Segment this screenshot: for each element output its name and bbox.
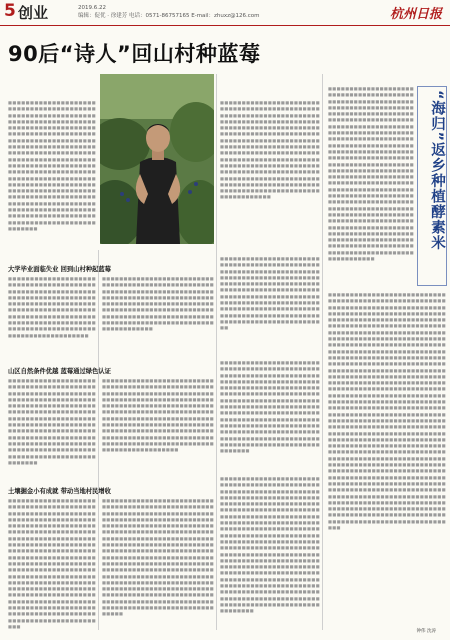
column-rule — [322, 74, 323, 630]
header-meta — [78, 4, 259, 20]
section1-column-c: ■■■■■■■■■■■■■■■■■■■■■■■■■■■■■■■■■■■■■■■■■■■■■■■■■■■■■■■■■■■■■■■■■■■■■■■■■■■■■■■■■■■■■■■■■■■■■■■■■■■■■■■■■■■■■■■■■■■■■■■■■■■■■■■■■■■■■■■■■■■■■■■■■■■■■■■■■■■■■■■■■■■■■■■■■■■■■■■■■■■■■■■■■■■■■■■■■■■■■■■■■■■■■■■■■■■■■■■■■■■■■■■■■■■■■■■■■■■■■■■■■■■■■■■■■■■■■■■ — [220, 256, 320, 331]
article-byline: 钟伟 沈涛 — [416, 629, 436, 634]
section2-column-b: ■■■■■■■■■■■■■■■■■■■■■■■■■■■■■■■■■■■■■■■■■■■■■■■■■■■■■■■■■■■■■■■■■■■■■■■■■■■■■■■■■■■■■■■■■■■■■■■■■■■■■■■■■■■■■■■■■■■■■■■■■■■■■■■■■■■■■■■■■■■■■■■■■■■■■■■■■■■■■■■■■■■■■■■■■■■■■■■■■■■■■■■■■■■■■■■■■■■■■■■■■■■■■■■■■■■■■■■■■■■■■■■■■■■■■■■■■■■■■■■■■■■■■■■■■■■■■■■■■■■■■■■■■■■■■■■■■■■■■■■■■■■■■■■■■■■■■■■■■■■■■■■■ — [102, 378, 214, 453]
section3-column-b: ■■■■■■■■■■■■■■■■■■■■■■■■■■■■■■■■■■■■■■■■■■■■■■■■■■■■■■■■■■■■■■■■■■■■■■■■■■■■■■■■■■■■■■■■■■■■■■■■■■■■■■■■■■■■■■■■■■■■■■■■■■■■■■■■■■■■■■■■■■■■■■■■■■■■■■■■■■■■■■■■■■■■■■■■■■■■■■■■■■■■■■■■■■■■■■■■■■■■■■■■■■■■■■■■■■■■■■■■■■■■■■■■■■■■■■■■■■■■■■■■■■■■■■■■■■■■■■■■■■■■■■■■■■■■■■■■■■■■■■■■■■■■■■■■■■■■■■■■■■■■■■■■■■■■■■■■■■■■■■■■■■■■■■■■■■■■■■■■■■■■■■■■■■■■■■■■■■■■■■■■■■■■■■■■■■■■■■■■■■■■■■■■■■■■■■■■■■■■■■■■■■■■■■■■■■■■■■■■■■■■■■■■■■■■■■■■■■■■■■■■■■■■■■■■■■■■■■■■■■■■■■■■■■■■■■■■■ — [102, 498, 214, 617]
sidebar-column-lower: ■■■■■■■■■■■■■■■■■■■■■■■■■■■■■■■■■■■■■■■■■■■■■■■■■■■■■■■■■■■■■■■■■■■■■■■■■■■■■■■■■■■■■■■■■■■■■■■■■■■■■■■■■■■■■■■■■■■■■■■■■■■■■■■■■■■■■■■■■■■■■■■■■■■■■■■■■■■■■■■■■■■■■■■■■■■■■■■■■■■■■■■■■■■■■■■■■■■■■■■■■■■■■■■■■■■■■■■■■■■■■■■■■■■■■■■■■■■■■■■■■■■■■■■■■■■■■■■■■■■■■■■■■■■■■■■■■■■■■■■■■■■■■■■■■■■■■■■■■■■■■■■■■■■■■■■■■■■■■■■■■■■■■■■■■■■■■■■■■■■■■■■■■■■■■■■■■■■■■■■■■■■■■■■■■■■■■■■■■■■■■■■■■■■■■■■■■■■■■■■■■■■■■■■■■■■■■■■■■■■■■■■■■■■■■■■■■■■■■■■■■■■■■■■■■■■■■■■■■■■■■■■■■■■■■■■■■■■■■■■■■■■■■■■■■■■■■■■■■■■■■■■■■■■■■■■■■■■■■■■■■■■■■■■■■■■■■■■■■■■■■■■■■■■■■■■■■■■■■■■■■■■■■■■■■■■■■■■■■■■■■■■■■■■■■■■■■■■■■■■■■■■■■■■■■■■■■■■■■■■■■■■■■■■■■■■■■■■■■■■■■■■■■■■■■■■■■■■■■■■■■■■■■■■■■■■■■■■■■■■■■■■■■■■■■■■■■■■■■■■■■■■■■■■■■■■■■■■■■■■■■■■■■■■■■■■■■■■■■■■■■■■■■■■■■■■■■■■■■■■■■■■■■■■■■■■■■■■■■■■■■■■■■■■■■■■■■■■■■■■■■■■■■■■■■■■■■■■■■■■■■■■■■■■■■■■■■■■■■■■■■■■■■■■■■■■■■■■■■■■■■■■■■■■■■■■■■■■■■■■■■■■■■■■■■■■■■■■■■■■■■■■■■■■■■■■■■■■■■■■■■■■■■■■■■■■■■■■■■■■■■■■■■■■■■■■■■■■■■■■■■■■■■■■■■■■■■■■■■■■■■■■■■■■■■■■■■■■■■■■■■■ — [328, 292, 446, 530]
subhead-3: 土壤掘金小有成就 带动当地村民增收 — [8, 488, 111, 495]
page-header — [0, 0, 450, 26]
section3-column-c: ■■■■■■■■■■■■■■■■■■■■■■■■■■■■■■■■■■■■■■■■■■■■■■■■■■■■■■■■■■■■■■■■■■■■■■■■■■■■■■■■■■■■■■■■■■■■■■■■■■■■■■■■■■■■■■■■■■■■■■■■■■■■■■■■■■■■■■■■■■■■■■■■■■■■■■■■■■■■■■■■■■■■■■■■■■■■■■■■■■■■■■■■■■■■■■■■■■■■■■■■■■■■■■■■■■■■■■■■■■■■■■■■■■■■■■■■■■■■■■■■■■■■■■■■■■■■■■■■■■■■■■■■■■■■■■■■■■■■■■■■■■■■■■■■■■■■■■■■■■■■■■■■■■■■■■■■■■■■■■■■■■■■■■■■■■■■■■■■■■■■■■■■■■■■■■■■■■■■■■■■■■■■■■■■■■■■■■■■■■■■■■■■■■■■■■■■■■■■■■■■■■■■■■■■■■■■■■■■■■■■■■■■■■■■■■■■■■■■■■■■■■■■■■■■■■■■■■■■■■■■■■■■■■■■■■■■■■■■■■■■■■■■■■■■■■■ — [220, 476, 320, 614]
article-upper-right-column: ■■■■■■■■■■■■■■■■■■■■■■■■■■■■■■■■■■■■■■■■■■■■■■■■■■■■■■■■■■■■■■■■■■■■■■■■■■■■■■■■■■■■■■■■■■■■■■■■■■■■■■■■■■■■■■■■■■■■■■■■■■■■■■■■■■■■■■■■■■■■■■■■■■■■■■■■■■■■■■■■■■■■■■■■■■■■■■■■■■■■■■■■■■■■■■■■■■■■■■■■■■■■■■■■■■■■■■■■■■■■■■■■■■■■■■■■■■■■■■■■■■■■■■■■■■■■■■■■■■■■■■■■■■■■■■■■■■■■■■■■■■■■■■■■■■■■■■■■■■■■■■■■■■■■■■■■■■■■■■■■■■■■■■■■■■■■■■■■■■■■■■■■■■■■■■■■■■■■■ — [220, 100, 320, 200]
section3-column-a: ■■■■■■■■■■■■■■■■■■■■■■■■■■■■■■■■■■■■■■■■■■■■■■■■■■■■■■■■■■■■■■■■■■■■■■■■■■■■■■■■■■■■■■■■■■■■■■■■■■■■■■■■■■■■■■■■■■■■■■■■■■■■■■■■■■■■■■■■■■■■■■■■■■■■■■■■■■■■■■■■■■■■■■■■■■■■■■■■■■■■■■■■■■■■■■■■■■■■■■■■■■■■■■■■■■■■■■■■■■■■■■■■■■■■■■■■■■■■■■■■■■■■■■■■■■■■■■■■■■■■■■■■■■■■■■■■■■■■■■■■■■■■■■■■■■■■■■■■■■■■■■■■■■■■■■■■■■■■■■■■■■■■■■■■■■■■■■■■■■■■■■■■■■■■■■■■■■■■■■■■■■■■■■■■■■■■■■■■■■■■■■■■■■■■■■■■■■■■■■■■■■■ — [8, 498, 96, 629]
section-name: 创业 — [18, 4, 49, 22]
editor-line: 编辑：促优 · 徐建芳 — [78, 13, 128, 19]
phone-line: 电话：0571-86757165 — [129, 13, 190, 19]
subhead-2: 山区自然条件优越 蓝莓通过绿色认证 — [8, 368, 111, 375]
sidebar-column-upper: ■■■■■■■■■■■■■■■■■■■■■■■■■■■■■■■■■■■■■■■■■■■■■■■■■■■■■■■■■■■■■■■■■■■■■■■■■■■■■■■■■■■■■■■■■■■■■■■■■■■■■■■■■■■■■■■■■■■■■■■■■■■■■■■■■■■■■■■■■■■■■■■■■■■■■■■■■■■■■■■■■■■■■■■■■■■■■■■■■■■■■■■■■■■■■■■■■■■■■■■■■■■■■■■■■■■■■■■■■■■■■■■■■■■■■■■■■■■■■■■■■■■■■■■■■■■■■■■■■■■■■■■■■■■■■■■■■■■■■■■■■■■■■■■■■■■■■■■■■■■■■■■■■■■■■■■■■■■■■■■■■■■■■■■■■■■■■■■■■■■■■■■■■■■■■■■■■■■■■■■■■■■■■■■■■■■■■■■■■■■■■■■■■■■■■■■■■■■■■■■■■■■■■■■■■■■■■■■■■■■■■■■■■■■■■■■■■■■■■■■■■■■■■■■■■■■■■■■■■■■■■■■■■■■■■■■■■■■■■■■■■■■■■■■■■■■■■■■■■■■■■■■■■■■■■■■■■■■■■■■■■■■■■■■■■■■■■■■■■■■■■■■■■■■■■■■ — [328, 86, 414, 262]
column-rule — [216, 74, 217, 630]
section1-column-a: ■■■■■■■■■■■■■■■■■■■■■■■■■■■■■■■■■■■■■■■■■■■■■■■■■■■■■■■■■■■■■■■■■■■■■■■■■■■■■■■■■■■■■■■■■■■■■■■■■■■■■■■■■■■■■■■■■■■■■■■■■■■■■■■■■■■■■■■■■■■■■■■■■■■■■■■■■■■■■■■■■■■■■■■■■■■■■■■■■■■■■■■■■■■■■■■■■■■■■■■ — [8, 276, 96, 338]
section2-column-a: ■■■■■■■■■■■■■■■■■■■■■■■■■■■■■■■■■■■■■■■■■■■■■■■■■■■■■■■■■■■■■■■■■■■■■■■■■■■■■■■■■■■■■■■■■■■■■■■■■■■■■■■■■■■■■■■■■■■■■■■■■■■■■■■■■■■■■■■■■■■■■■■■■■■■■■■■■■■■■■■■■■■■■■■■■■■■■■■■■■■■■■■■■■■■■■■■■■■■■■■■■■■■■■■■■■■■■■■■■■■■■■■■■■■■■■■■■■■■■■■■■■■■■■■■■■■■■■■■■■■■■■■■■■■ — [8, 378, 96, 465]
page-title: 90后“诗人”回山村种蓝莓 — [8, 42, 261, 66]
section2-column-c: ■■■■■■■■■■■■■■■■■■■■■■■■■■■■■■■■■■■■■■■■■■■■■■■■■■■■■■■■■■■■■■■■■■■■■■■■■■■■■■■■■■■■■■■■■■■■■■■■■■■■■■■■■■■■■■■■■■■■■■■■■■■■■■■■■■■■■■■■■■■■■■■■■■■■■■■■■■■■■■■■■■■■■■■■■■■■■■■■■■■■■■■■■■■■■■■■■■■■■■■■■■■■■■■■■■■■■■■■■■■■■■■■■■■■■■■■■■■■■■■■■■■■■■■■■■■■■■■■■■■■■■■■■■■■■■■■■■■■■■■■■■■■■■■■■■■■■■■■■■■■■■■■■■■■■■■■■■■■■■■■■■■■■■■■■ — [220, 360, 320, 454]
email-line: E-mail：zhuxz@126.com — [191, 13, 260, 19]
subhead-1: 大学毕业面临失业 回到山村种起蓝莓 — [8, 266, 111, 273]
column-rule — [98, 250, 99, 630]
article-photo — [100, 74, 214, 244]
article-intro-column: ■■■■■■■■■■■■■■■■■■■■■■■■■■■■■■■■■■■■■■■■■■■■■■■■■■■■■■■■■■■■■■■■■■■■■■■■■■■■■■■■■■■■■■■■■■■■■■■■■■■■■■■■■■■■■■■■■■■■■■■■■■■■■■■■■■■■■■■■■■■■■■■■■■■■■■■■■■■■■■■■■■■■■■■■■■■■■■■■■■■■■■■■■■■■■■■■■■■■■■■■■■■■■■■■■■■■■■■■■■■■■■■■■■■■■■■■■■■■■■■■■■■■■■■■■■■■■■■■■■■■■■■■■■■■■■■■■■■■■■■■■■■■■■■■■■■■■■■■■■■■■■■■■■■■■■■■■■■■■■■■■■■■■■■■■■■■■■■■■■■■■■■■■■■■■■■■■■■■■■■■■■■■■■■■■■■■■■■■■■■■■■■■■■■■■■■■■■■■■■■■■■■■■■■ — [8, 100, 96, 231]
page-number: 5 — [4, 1, 16, 21]
sidebar-title: “海归”返乡种植酵素米 — [429, 90, 445, 251]
section1-column-b: ■■■■■■■■■■■■■■■■■■■■■■■■■■■■■■■■■■■■■■■■■■■■■■■■■■■■■■■■■■■■■■■■■■■■■■■■■■■■■■■■■■■■■■■■■■■■■■■■■■■■■■■■■■■■■■■■■■■■■■■■■■■■■■■■■■■■■■■■■■■■■■■■■■■■■■■■■■■■■■■■■■■■■■■■■■■■■■■■■■■■■■■■■■■■■■■■■■■■■■■■■■■■■■■■■■■■■■■■■■■■ — [102, 276, 214, 332]
masthead-logo: 杭州日报 — [389, 7, 442, 22]
issue-date: 2019.6.22 — [78, 5, 106, 11]
